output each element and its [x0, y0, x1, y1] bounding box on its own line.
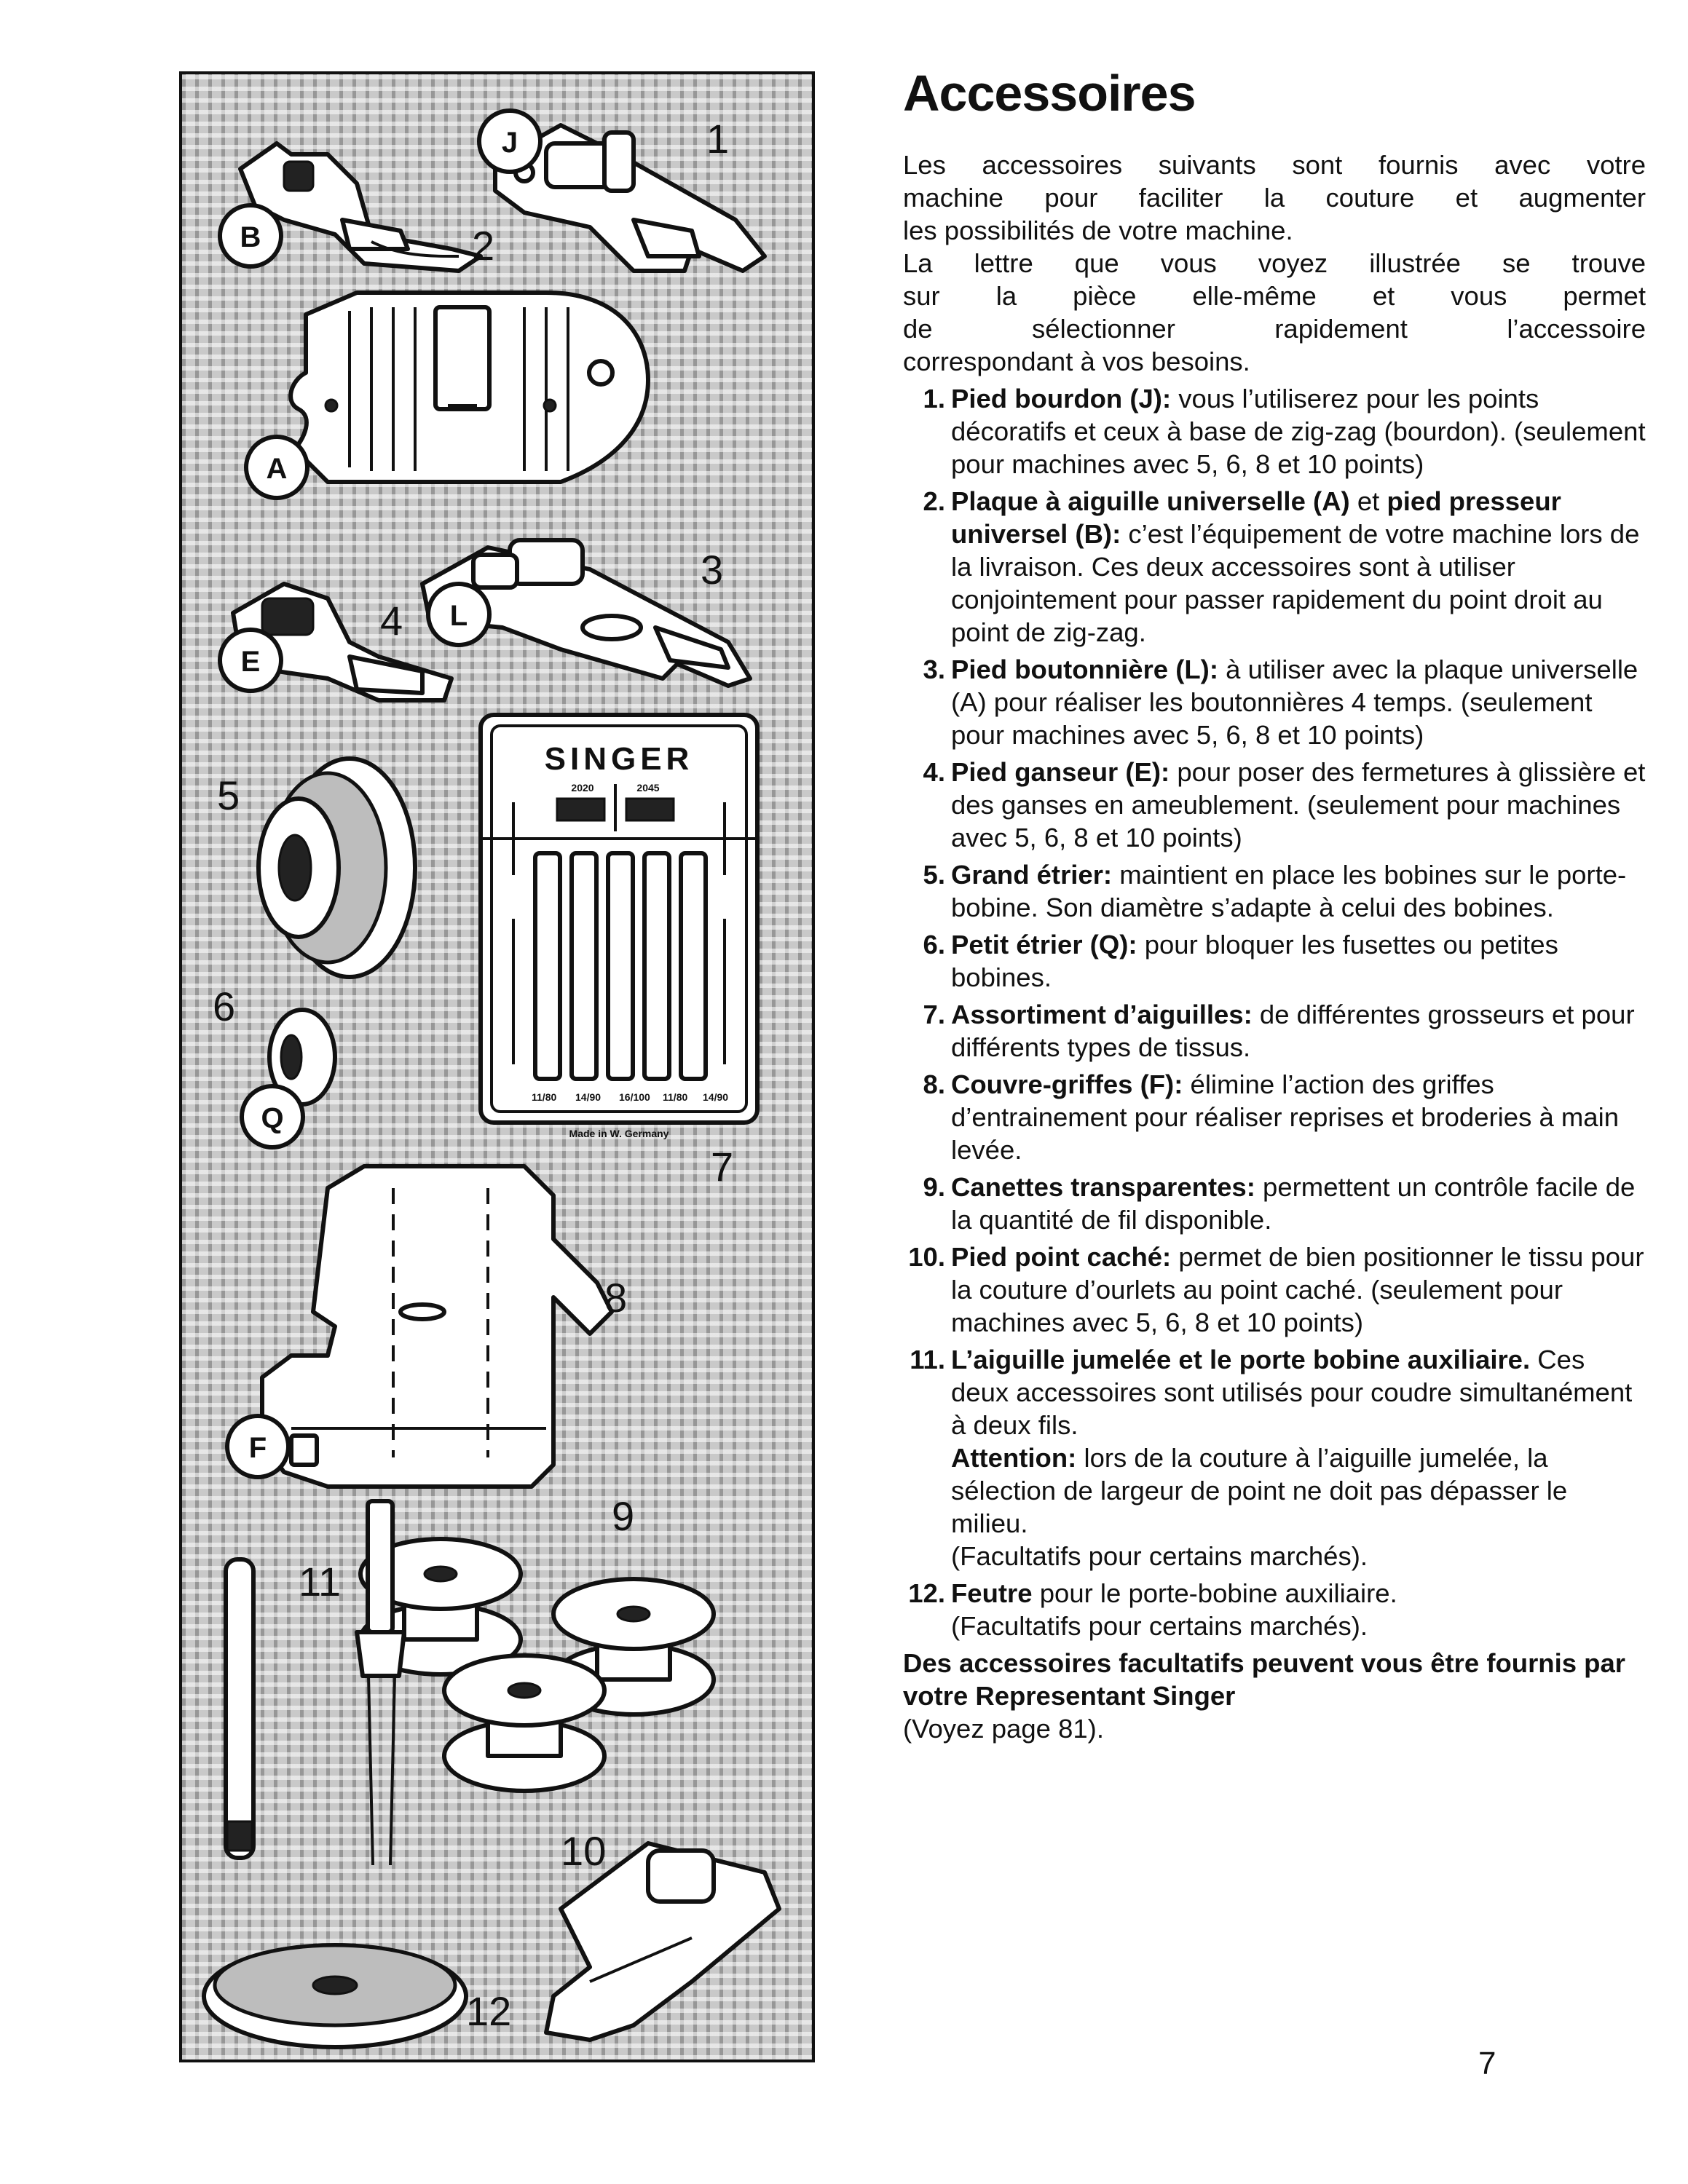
body-text — [903, 149, 1646, 1745]
item-number: 1. — [923, 384, 945, 414]
item-note: (Facultatifs pour certains marchés). — [951, 1611, 1368, 1641]
optional-accessories-note — [903, 1647, 1646, 1712]
num-5: 5 — [217, 772, 240, 818]
num-12: 12 — [466, 1988, 512, 2034]
list-item — [903, 1171, 1646, 1236]
letter-A: A — [266, 453, 288, 485]
item-label: Petit étrier (Q): — [951, 930, 1137, 960]
list-item — [903, 1343, 1646, 1572]
item-label: Feutre — [951, 1578, 1033, 1608]
list-item — [903, 1241, 1646, 1339]
num-10: 10 — [561, 1828, 607, 1874]
list-item — [903, 382, 1646, 480]
needle-size-3: 16/100 — [619, 1091, 650, 1103]
letter-J: J — [501, 127, 518, 159]
letter-Q-marker — [242, 1086, 303, 1147]
item-label: Pied point caché: — [951, 1242, 1172, 1272]
page-number: 7 — [1478, 2046, 1496, 2081]
num-8: 8 — [604, 1275, 628, 1321]
item-note: (Facultatifs pour certains marchés). — [951, 1541, 1368, 1571]
item-label: Pied boutonnière (L): — [951, 654, 1218, 684]
list-item — [903, 756, 1646, 854]
needle-size-5: 14/90 — [703, 1091, 729, 1103]
item-number: 11. — [910, 1345, 945, 1374]
item-label: Plaque à aiguille universelle (A) — [951, 486, 1350, 516]
plaque-aiguille-figure — [291, 293, 648, 482]
needle-code-1: 2020 — [571, 782, 594, 794]
num-7: 7 — [711, 1144, 734, 1190]
item-text: permettent un contrôle facile de la quantité de fil disponible. — [951, 1172, 1636, 1235]
item-number: 5. — [923, 860, 945, 890]
letter-E-marker — [220, 630, 281, 691]
letter-E: E — [240, 646, 261, 678]
item-number: 3. — [923, 654, 945, 684]
intro-line-2: machine pour faciliter la couture et augmenter — [903, 183, 1646, 213]
item-text: élimine l’action des griffes d’entrainement pour réaliser reprises et broderies à main levée. — [951, 1069, 1620, 1165]
item-number: 10. — [908, 1242, 945, 1272]
list-item — [903, 485, 1646, 649]
letter-L: L — [449, 600, 468, 632]
item-number: 12. — [908, 1578, 945, 1608]
page-title: Accessoires — [903, 65, 1196, 122]
letter-Q: Q — [261, 1102, 284, 1134]
intro-line-5: sur la pièce elle-même et vous permet — [903, 281, 1646, 311]
item-label-2: pied presseur universel (B): — [951, 486, 1561, 549]
intro-line-1: Les accessoires suivants sont fournis avec votre — [903, 150, 1646, 180]
accessory-list — [903, 382, 1646, 1642]
item-text: maintient en place les bobines sur le porte-bobine. Son diamètre s’adapte à celui des bobines. — [951, 860, 1627, 922]
num-4: 4 — [380, 598, 403, 644]
intro-line-7: correspondant à vos besoins. — [903, 347, 1250, 376]
list-item — [903, 1068, 1646, 1166]
item-text: de différentes grosseurs et pour différents types de tissus. — [951, 1000, 1635, 1062]
list-item — [903, 998, 1646, 1064]
intro-line-6: de sélectionner rapidement l’accessoire — [903, 314, 1646, 344]
item-text: pour poser des fermetures à glissière et des ganses en ameublement. (seulement pour machines avec 5, 6, 8 et 10 points) — [951, 757, 1646, 852]
assortiment-aiguilles-figure — [481, 715, 757, 1139]
item-label: L’aiguille jumelée et le porte bobine auxiliaire. — [951, 1345, 1531, 1374]
grand-etrier-figure — [259, 759, 415, 977]
item-connector: et — [1357, 486, 1380, 516]
intro-line-4: La lettre que vous voyez illustrée se trouve — [903, 248, 1646, 278]
item-label: Pied bourdon (J): — [951, 384, 1172, 414]
item-number: 9. — [923, 1172, 945, 1202]
letter-F-marker — [227, 1416, 288, 1477]
item-text: permet de bien positionner le tissu pour la couture d’ourlets au point caché. (seulement pour machines avec 5, 6, 8 et 10 points) — [951, 1242, 1644, 1337]
list-item — [903, 653, 1646, 751]
num-11: 11 — [299, 1559, 342, 1605]
needle-size-1: 11/80 — [532, 1091, 557, 1103]
needle-size-4: 11/80 — [663, 1091, 688, 1103]
item-text: vous l’utiliserez pour les points décoratifs et ceux à base de zig-zag (bourdon). (seulement pour machines avec 5, 6, 8 et 10 points) — [951, 384, 1646, 479]
porte-bobine-auxiliaire-figure — [226, 1559, 253, 1858]
letter-L-marker — [428, 584, 489, 645]
item-label: Couvre-griffes (F): — [951, 1069, 1183, 1099]
item-text: c’est l’équipement de votre machine lors de la livraison. Ces deux accessoires sont à utiliser conjointement pour passer rapidement du point droit au point de zig-zag. — [951, 519, 1640, 647]
item-number: 2. — [923, 486, 945, 516]
num-6: 6 — [213, 984, 236, 1029]
item-label: Grand étrier: — [951, 860, 1113, 890]
letter-F: F — [248, 1432, 267, 1464]
couvre-griffes-figure — [262, 1166, 612, 1487]
letter-A-marker — [246, 437, 307, 498]
needles — [535, 853, 706, 1079]
item-text: à utiliser avec la plaque universelle (A) pour réaliser les boutonnières 4 temps. (seulement pour machines avec 5, 6, 8 et 10 points) — [951, 654, 1638, 750]
canettes-figure — [360, 1539, 714, 1791]
needle-code-2: 2045 — [636, 782, 660, 794]
list-item — [903, 858, 1646, 924]
letter-J-marker — [479, 111, 540, 172]
item-text: pour le porte-bobine auxiliaire. — [1039, 1578, 1397, 1608]
item-label: Pied ganseur (E): — [951, 757, 1170, 787]
final-bold-text: Des accessoires facultatifs peuvent vous être fournis par votre Representant Singer — [903, 1648, 1625, 1711]
needle-case-origin: Made in W. Germany — [569, 1128, 669, 1139]
num-3: 3 — [701, 547, 724, 593]
item-number: 4. — [923, 757, 945, 787]
num-1: 1 — [706, 116, 730, 162]
num-9: 9 — [612, 1493, 635, 1539]
needle-size-2: 14/90 — [575, 1091, 602, 1103]
attention-label: Attention: — [951, 1443, 1077, 1473]
feutre-figure — [204, 1945, 466, 2047]
letter-B-marker — [220, 205, 281, 266]
letter-B: B — [240, 221, 261, 253]
needle-case-brand: SINGER — [544, 741, 694, 777]
list-item — [903, 928, 1646, 994]
item-number: 7. — [923, 1000, 945, 1029]
item-number: 6. — [923, 930, 945, 960]
attention-text: lors de la couture à l’aiguille jumelée, la sélection de largeur de point ne doit pas dépasser le milieu. — [951, 1443, 1568, 1538]
num-2: 2 — [472, 223, 495, 269]
item-label: Canettes transparentes: — [951, 1172, 1255, 1202]
item-number: 8. — [923, 1069, 945, 1099]
item-text: Ces deux accessoires sont utilisés pour coudre simultanément à deux fils. — [951, 1345, 1633, 1440]
list-item — [903, 1577, 1646, 1642]
accessories-illustration — [179, 71, 815, 2062]
page-reference: (Voyez page 81). — [903, 1714, 1104, 1744]
intro-line-3: les possibilités de votre machine. — [903, 215, 1293, 245]
item-label: Assortiment d’aiguilles: — [951, 1000, 1253, 1029]
item-text: pour bloquer les fusettes ou petites bobines. — [951, 930, 1558, 992]
